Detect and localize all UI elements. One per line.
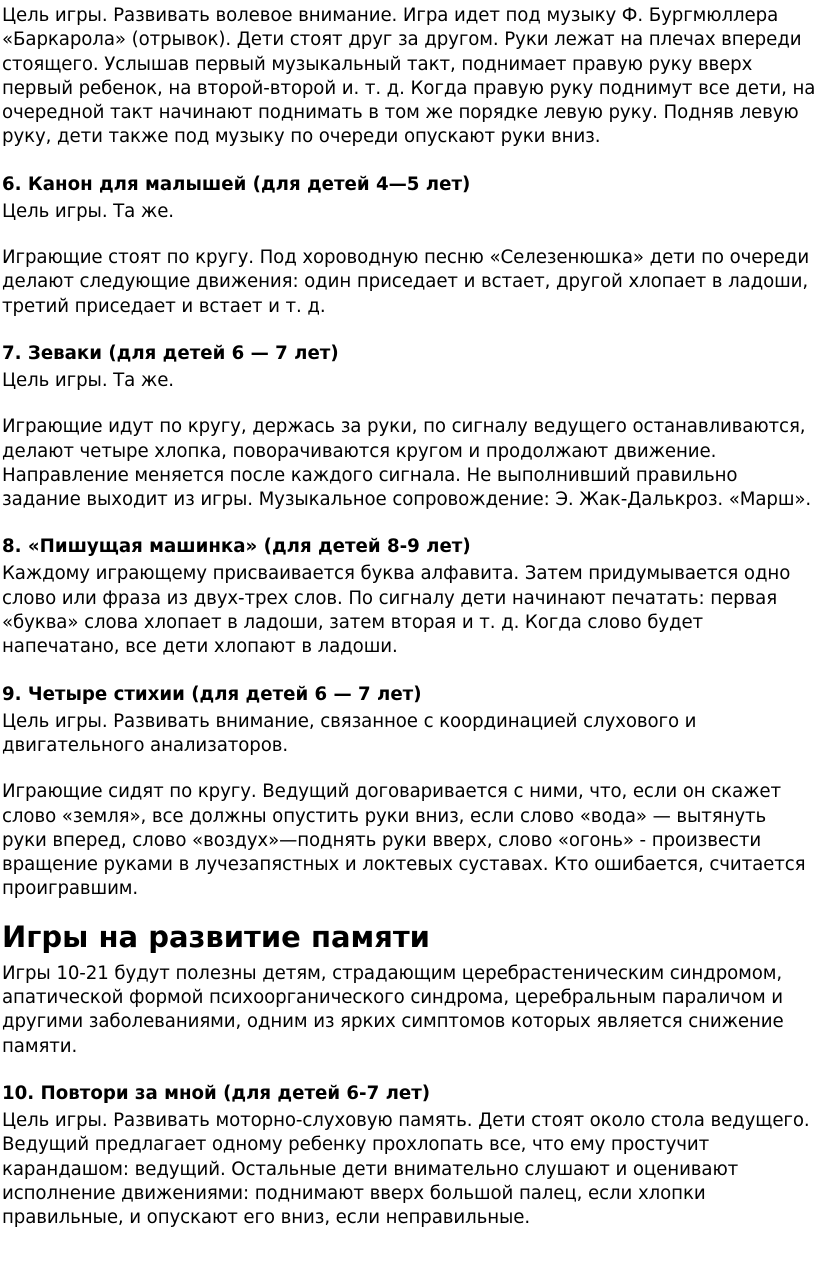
game6-heading: 6. Канон для малышей (для детей 4—5 лет): [2, 173, 471, 195]
game10-text: Цель игры. Развивать моторно-слуховую память. Дети стоят около стола ведущего. Ведущий предлагает одному ребенку прохлопать все, что ему простучит карандашом: ведущий. Остальные дети внимательно слушают и оценивают исполнение движениями: поднимают вверх большой палец, если хлопки правильные, и опускают его вниз, если неправильные.: [2, 1109, 810, 1229]
memory-section-heading: Игры на развитие памяти: [2, 919, 431, 954]
game7-heading: 7. Зеваки (для детей 6 — 7 лет): [2, 342, 339, 364]
game9-goal: Цель игры. Развивать внимание, связанное с координацией слухового и двигательного анализаторов.: [2, 710, 697, 756]
game10-heading: 10. Повтори за мной (для детей 6-7 лет): [2, 1082, 431, 1104]
intro-paragraph: Цель игры. Развивать волевое внимание. Игра идет под музыку Ф. Бургмюллера «Баркарола» (отрывок). Дети стоят друг за другом. Руки лежат на плечах впереди стоящего. Услышав первый музыкальный такт, поднимает правую руку вверх первый ребенок, на второй-второй и. т. д. Когда правую руку поднимут все дети, на очередной такт начинают поднимать в том же порядке левую руку. Подняв левую руку, дети также под музыку по очереди опускают руки вниз.: [2, 5, 816, 148]
game8-rules: Каждому играющему присваивается буква алфавита. Затем придумывается одно слово или фраза из двух-трех слов. По сигналу дети начинают печатать: первая «буква» слова хлопает в ладоши, затем вторая и т. д. Когда слово будет напечатано, все дети хлопают в ладоши.: [2, 563, 791, 658]
game6-goal: Цель игры. Та же.: [2, 200, 174, 222]
game9-heading: 9. Четыре стихии (для детей 6 — 7 лет): [2, 683, 422, 705]
game6-rules: Играющие стоят по кругу. Под хороводную песню «Селезенюшка» дети по очереди делают следующие движения: один приседает и встает, другой хлопает в ладоши, третий приседает и встает и т. д.: [2, 247, 810, 317]
memory-intro: Игры 10-21 будут полезны детям, страдающим церебрастеническим синдромом, апатической формой психоорганического синдрома, церебральным параличом и другими заболеваниями, одним из ярких симптомов которых является снижение памяти.: [2, 962, 784, 1057]
game9-rules: Играющие сидят по кругу. Ведущий договаривается с ними, что, если он скажет слово «земля», все должны опустить руки вниз, если слово «вода» — вытянуть руки вперед, слово «воздух»—поднять руки вверх, слово «огонь» - произвести вращение руками в лучезапястных и локтевых суставах. Кто ошибается, считается проигравшим.: [2, 781, 806, 900]
game8-heading: 8. «Пишущая машинка» (для детей 8-9 лет): [2, 536, 471, 558]
game7-goal: Цель игры. Та же.: [2, 369, 174, 391]
game7-rules: Играющие идут по кругу, держась за руки, по сигналу ведущего останавливаются, делают четыре хлопка, поворачиваются кругом и продолжают движение. Направление меняется после каждого сигнала. Не выполнивший правильно задание выходит из игры. Музыкальное сопровождение: Э. Жак-Далькроз. «Марш».: [2, 416, 812, 511]
